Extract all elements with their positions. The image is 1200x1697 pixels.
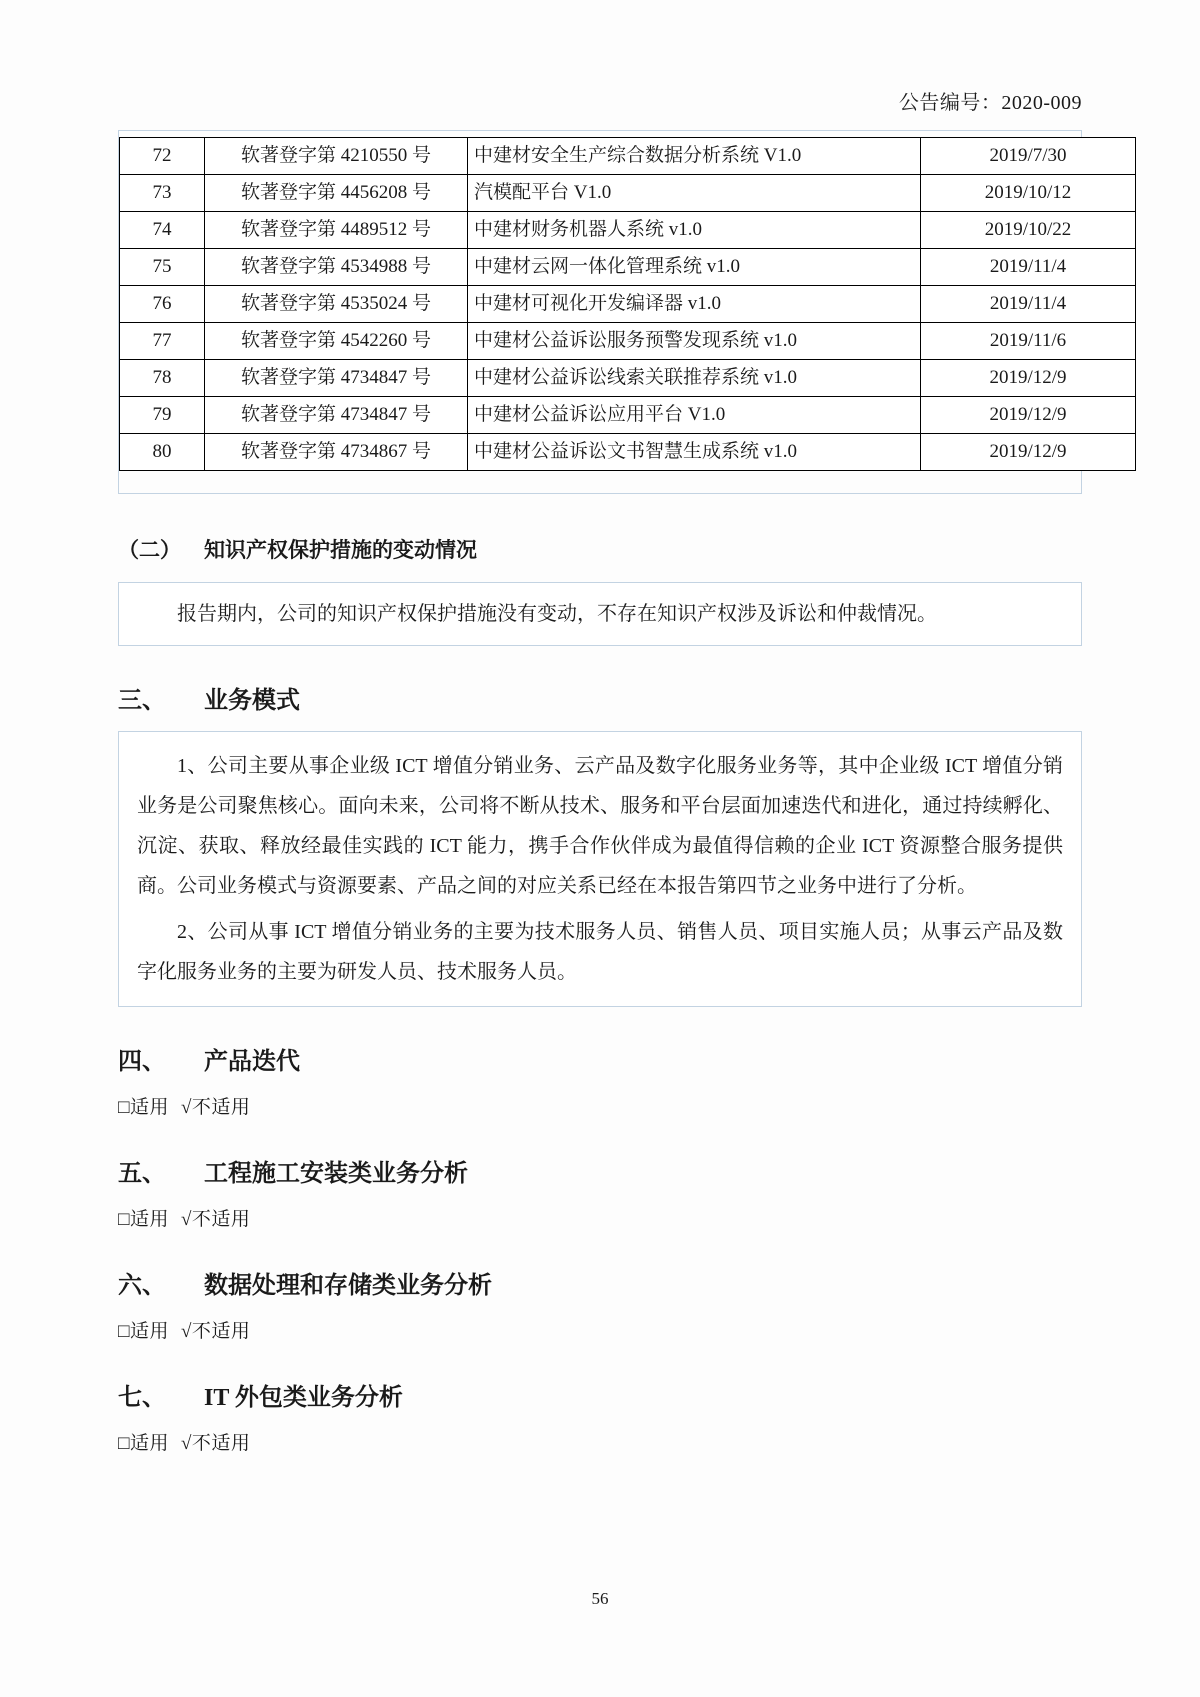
cell-reg: 软著登字第 4734867 号 [205,434,468,471]
cell-no: 73 [120,175,205,212]
product-iteration-applicability [118,1092,1082,1119]
not-applicable-checkbox[interactable]: √不适用 [180,1209,251,1230]
cell-name: 中建材可视化开发编译器 v1.0 [468,286,921,323]
cell-date: 2019/11/4 [921,286,1136,323]
construction-applicability [118,1204,1082,1231]
table-row [120,323,1136,360]
cell-reg: 软著登字第 4734847 号 [205,360,468,397]
table-row [120,175,1136,212]
applicable-checkbox[interactable]: □适用 [118,1321,169,1342]
section-title: 知识产权保护措施的变动情况 [204,538,477,562]
cell-no: 72 [120,138,205,175]
not-applicable-checkbox[interactable]: √不适用 [180,1321,251,1342]
cell-reg: 软著登字第 4534988 号 [205,249,468,286]
table-row [120,360,1136,397]
section-heading-it-outsourcing-analysis [118,1377,1082,1412]
cell-date: 2019/10/12 [921,175,1136,212]
cell-reg: 软著登字第 4535024 号 [205,286,468,323]
cell-no: 74 [120,212,205,249]
cell-date: 2019/12/9 [921,434,1136,471]
section-title: 工程施工安装类业务分析 [204,1161,468,1187]
cell-no: 80 [120,434,205,471]
cell-name: 中建材云网一体化管理系统 v1.0 [468,249,921,286]
cell-name: 中建材公益诉讼线索关联推荐系统 v1.0 [468,360,921,397]
section-heading-product-iteration [118,1041,1082,1076]
cell-name: 中建材公益诉讼文书智慧生成系统 v1.0 [468,434,921,471]
cell-date: 2019/11/6 [921,323,1136,360]
data-storage-applicability [118,1316,1082,1343]
cell-no: 76 [120,286,205,323]
page-content [118,130,1082,1455]
cell-name: 中建材公益诉讼服务预警发现系统 v1.0 [468,323,921,360]
applicable-checkbox[interactable]: □适用 [118,1209,169,1230]
section-title: 业务模式 [204,688,300,714]
cell-name: 中建材财务机器人系统 v1.0 [468,212,921,249]
cell-no: 79 [120,397,205,434]
page-header-announcement-no: 公告编号：2020-009 [898,92,1082,114]
business-model-paragraph-1: 1、公司主要从事企业级 ICT 增值分销业务、云产品及数字化服务业务等，其中企业级 ICT 增值分销业务是公司聚焦核心。面向未来，公司将不断从技术、服务和平台层面加速迭代和进化，通过持续孵化、沉淀、获取、释放经最佳实践的 ICT 能力，携手合作伙伴成为最值得信赖的企业 ICT 资源整合服务提供商。公司业务模式与资源要素、产品之间的对应关系已经在本报告第四节之业务中进行了分析。 [137,755,1063,897]
section-heading-data-storage-analysis [118,1265,1082,1300]
cell-date: 2019/7/30 [921,138,1136,175]
section-title: 产品迭代 [204,1049,300,1075]
software-copyright-table [119,137,1136,471]
ip-protection-box [118,582,1082,646]
section-number: 四、 [118,1049,166,1075]
table-row [120,212,1136,249]
cell-no: 75 [120,249,205,286]
cell-no: 77 [120,323,205,360]
table-row [120,434,1136,471]
cell-reg: 软著登字第 4734847 号 [205,397,468,434]
not-applicable-checkbox[interactable]: √不适用 [180,1433,251,1454]
cell-date: 2019/12/9 [921,360,1136,397]
it-outsourcing-applicability [118,1428,1082,1455]
section-title: 数据处理和存储类业务分析 [204,1273,492,1299]
business-model-paragraph-2: 2、公司从事 ICT 增值分销业务的主要为技术服务人员、销售人员、项目实施人员；从事云产品及数字化服务业务的主要为研发人员、技术服务人员。 [137,921,1063,983]
section-heading-ip-protection [118,534,1082,564]
cell-date: 2019/12/9 [921,397,1136,434]
section-heading-construction-analysis [118,1153,1082,1188]
table-row [120,286,1136,323]
cell-reg: 软著登字第 4542260 号 [205,323,468,360]
applicable-checkbox[interactable]: □适用 [118,1097,169,1118]
page-number: 56 [591,1589,609,1608]
cell-date: 2019/11/4 [921,249,1136,286]
ip-protection-paragraph: 报告期内，公司的知识产权保护措施没有变动，不存在知识产权涉及诉讼和仲裁情况。 [177,603,937,625]
section-number: 六、 [118,1273,166,1299]
not-applicable-checkbox[interactable]: √不适用 [180,1097,251,1118]
table-row [120,138,1136,175]
cell-name: 汽模配平台 V1.0 [468,175,921,212]
section-number: 三、 [118,688,166,714]
section-number: 五、 [118,1161,166,1187]
cell-name: 中建材公益诉讼应用平台 V1.0 [468,397,921,434]
cell-no: 78 [120,360,205,397]
section-heading-business-model [118,680,1082,715]
table-row [120,397,1136,434]
table-body [120,138,1136,471]
cell-reg: 软著登字第 4456208 号 [205,175,468,212]
cell-name: 中建材安全生产综合数据分析系统 V1.0 [468,138,921,175]
applicable-checkbox[interactable]: □适用 [118,1433,169,1454]
section-title: IT 外包类业务分析 [204,1385,403,1411]
section-number: （二） [118,538,181,562]
cell-reg: 软著登字第 4210550 号 [205,138,468,175]
software-copyright-table-container [118,130,1082,494]
business-model-box [118,731,1082,1007]
cell-date: 2019/10/22 [921,212,1136,249]
section-number: 七、 [118,1385,166,1411]
table-row [120,249,1136,286]
cell-reg: 软著登字第 4489512 号 [205,212,468,249]
